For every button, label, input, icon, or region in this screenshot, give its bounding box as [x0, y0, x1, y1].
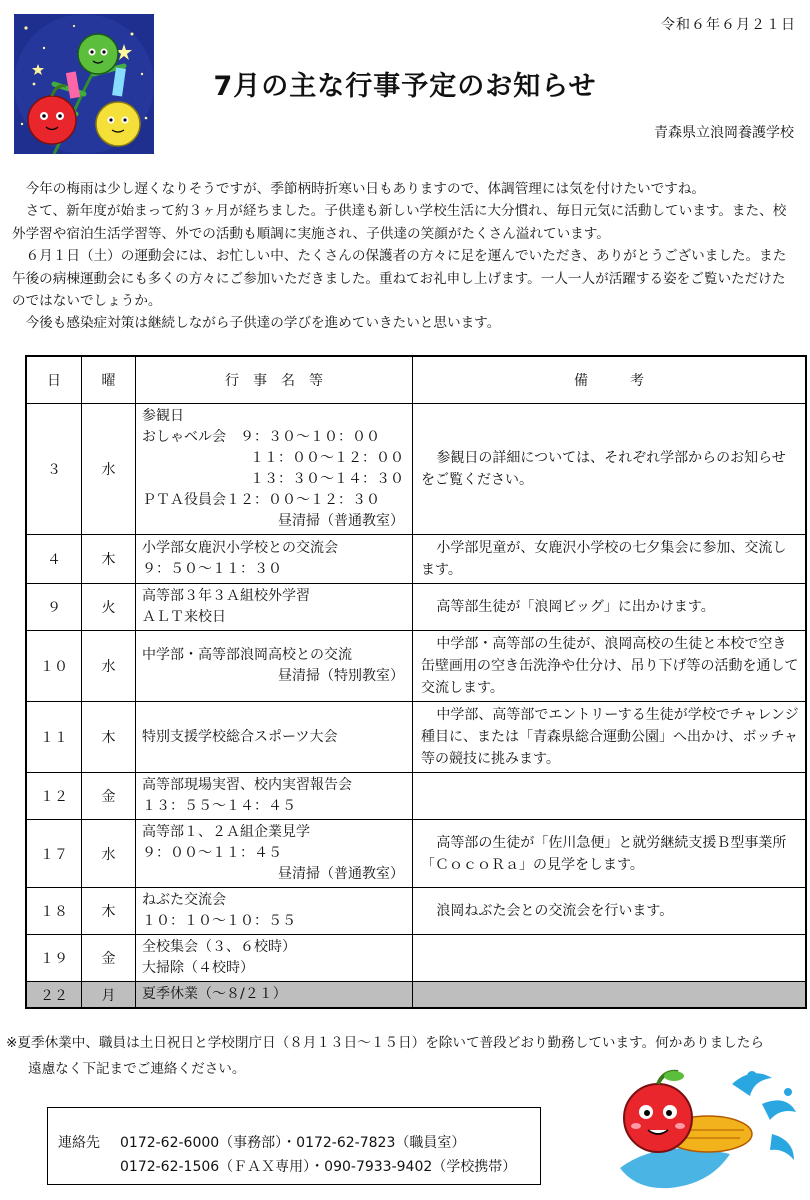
cell-note — [413, 535, 807, 584]
cell-note — [413, 404, 807, 535]
cell-day: １９ — [26, 935, 82, 982]
table-row — [26, 404, 806, 535]
event-line: 高等部現場実習、校内実習報告会 — [142, 777, 352, 793]
cell-day: ３ — [26, 404, 82, 535]
event-line: 全校集会（３、６校時） — [142, 939, 296, 955]
cell-weekday: 月 — [82, 982, 136, 1009]
event-line: 小学部女鹿沢小学校との交流会 — [142, 540, 338, 556]
cell-day: ４ — [26, 535, 82, 584]
cell-event — [136, 631, 413, 702]
cell-note — [413, 982, 807, 1009]
cell-note — [413, 584, 807, 631]
table-row — [26, 535, 806, 584]
note-text: 参観日の詳細については、それぞれ学部からのお知らせをご覧ください。 — [421, 450, 786, 488]
cell-event — [136, 404, 413, 535]
cell-event — [136, 935, 413, 982]
event-line: 中学部・高等部浪岡高校との交流 — [142, 647, 352, 663]
table-row — [26, 888, 806, 935]
event-line: ９：００～１１：４５ — [142, 845, 282, 861]
cell-day: １２ — [26, 773, 82, 820]
cell-weekday: 木 — [82, 702, 136, 773]
note-text: 小学部児童が、女鹿沢小学校の七夕集会に参加、交流します。 — [421, 540, 787, 578]
cell-day: ９ — [26, 584, 82, 631]
cell-event — [136, 982, 413, 1009]
table-row — [26, 935, 806, 982]
event-line: 参観日 — [142, 408, 184, 424]
table-row — [26, 702, 806, 773]
cell-day: ２２ — [26, 982, 82, 1009]
cell-event — [136, 535, 413, 584]
contact-box — [47, 1107, 541, 1185]
cell-event — [136, 584, 413, 631]
header-day: 日 — [26, 356, 82, 404]
cell-weekday: 木 — [82, 535, 136, 584]
footnote-line: 遠慮なく下記までご連絡ください。 — [28, 1061, 246, 1077]
intro-paragraph: 今後も感染症対策は継続しながら子供達の学びを進めていきたいと思います。 — [25, 315, 501, 332]
cell-weekday: 火 — [82, 584, 136, 631]
header-note: 備 考 — [413, 356, 807, 404]
events-table — [25, 355, 807, 1009]
school-name: 青森県立浪岡養護学校 — [654, 125, 794, 141]
event-line: ＰＴＡ役員会１２：００～１２：３０ — [142, 492, 380, 508]
cell-note — [413, 631, 807, 702]
cell-weekday: 水 — [82, 820, 136, 888]
note-text: 浪岡ねぶた会との交流会を行います。 — [436, 903, 674, 919]
event-line: 昼清掃（特別教室） — [278, 668, 404, 684]
cell-day: １８ — [26, 888, 82, 935]
event-line: ９：５０～１１：３０ — [142, 561, 282, 577]
table-row — [26, 773, 806, 820]
note-text: 中学部・高等部の生徒が、浪岡高校の生徒と本校で空き缶壁画用の空き缶洗浄や仕分け、吊り下げ等の活動を通して交流します。 — [421, 636, 799, 696]
event-line: おしゃベル会 ９：３０～１０：００ — [142, 429, 380, 445]
footnote-line: ※夏季休業中、職員は土日祝日と学校閉庁日（８月１３日～１５日）を除いて普段どおり勤務しています。何かありましたら — [6, 1035, 764, 1051]
cell-weekday: 金 — [82, 935, 136, 982]
table-row — [26, 631, 806, 702]
event-line: ＡＬＴ来校日 — [142, 609, 226, 625]
cell-event — [136, 888, 413, 935]
event-line: 高等部３年３Ａ組校外学習 — [142, 588, 310, 604]
cell-weekday: 木 — [82, 888, 136, 935]
event-line: ねぶた交流会 — [142, 892, 226, 908]
event-line: １１：００～１２：００ — [250, 450, 404, 466]
event-line: １３：３０～１４：３０ — [250, 471, 404, 487]
event-line: 昼清掃（普通教室） — [278, 513, 404, 529]
event-line: １３：５５～１４：４５ — [142, 798, 296, 814]
header-event: 行 事 名 等 — [136, 356, 413, 404]
intro-paragraph: さて、新年度が始まって約３ヶ月が経ちました。子供達も新しい学校生活に大分慣れ、毎日元気に活動しています。また、校外学習や宿泊生活学習等、外での活動も順調に実施され、子供達の笑顔がたくさん溢れています。 — [12, 203, 787, 242]
note-text: 高等部生徒が「浪岡ビッグ」に出かけます。 — [436, 599, 715, 615]
cell-note — [413, 820, 807, 888]
intro-paragraph: 今年の梅雨は少し遅くなりそうですが、季節柄時折寒い日もありますので、体調管理には気を付けたいですね。 — [25, 181, 706, 197]
cell-event — [136, 820, 413, 888]
cell-weekday: 水 — [82, 404, 136, 535]
intro-text — [12, 178, 798, 335]
table-header-row — [26, 356, 806, 404]
contact-label: 連絡先 — [58, 1135, 100, 1151]
cell-event — [136, 773, 413, 820]
cell-day: １７ — [26, 820, 82, 888]
cell-weekday: 金 — [82, 773, 136, 820]
note-text: 高等部の生徒が「佐川急便」と就労継続支援Ｂ型事業所「ＣｏｃｏＲａ」の見学をします。 — [421, 834, 787, 873]
contact-phone-line: 0172-62-1506（ＦＡＸ専用）・090-7933-9402（学校携帯） — [120, 1159, 517, 1175]
event-line: 特別支援学校総合スポーツ大会 — [142, 728, 338, 745]
header-weekday: 曜 — [82, 356, 136, 404]
table-row — [26, 584, 806, 631]
cell-note — [413, 935, 807, 982]
apple-mascot-illustration — [612, 1064, 802, 1194]
event-line: 大掃除（４校時） — [142, 960, 254, 976]
cell-note — [413, 773, 807, 820]
cell-weekday: 水 — [82, 631, 136, 702]
event-line: 夏季休業（～８/２１） — [142, 986, 287, 1002]
cell-event — [136, 702, 413, 773]
table-row — [26, 820, 806, 888]
cell-day: １０ — [26, 631, 82, 702]
issue-date: 令和６年６月２１日 — [661, 17, 796, 33]
cell-note — [413, 702, 807, 773]
cell-day: １１ — [26, 702, 82, 773]
event-line: 昼清掃（普通教室） — [278, 866, 404, 882]
events-table-body — [26, 404, 806, 1009]
cell-note — [413, 888, 807, 935]
event-line: 高等部１、２Ａ組企業見学 — [142, 824, 310, 840]
intro-paragraph: ６月１日（土）の運動会には、お忙しい中、たくさんの保護者の方々に足を運んでいただき、ありがとうございました。また午後の病棟運動会にも多くの方々にご参加いただきました。重ねてお礼申し上げます。一人一人が活躍する姿をご覧いただけたのではないでしょうか。 — [12, 248, 787, 310]
table-row — [26, 982, 806, 1009]
event-line: １０：１０～１０：５５ — [142, 913, 296, 929]
contact-phone-line: 0172-62-6000（事務部）・0172-62-7823（職員室） — [120, 1135, 466, 1151]
note-text: 中学部、高等部でエントリーする生徒が学校でチャレンジ種目に、または「青森県総合運動公園」へ出かけ、ボッチャ等の競技に挑みます。 — [421, 707, 799, 767]
page-title: 7月の主な行事予定のお知らせ — [213, 71, 597, 102]
